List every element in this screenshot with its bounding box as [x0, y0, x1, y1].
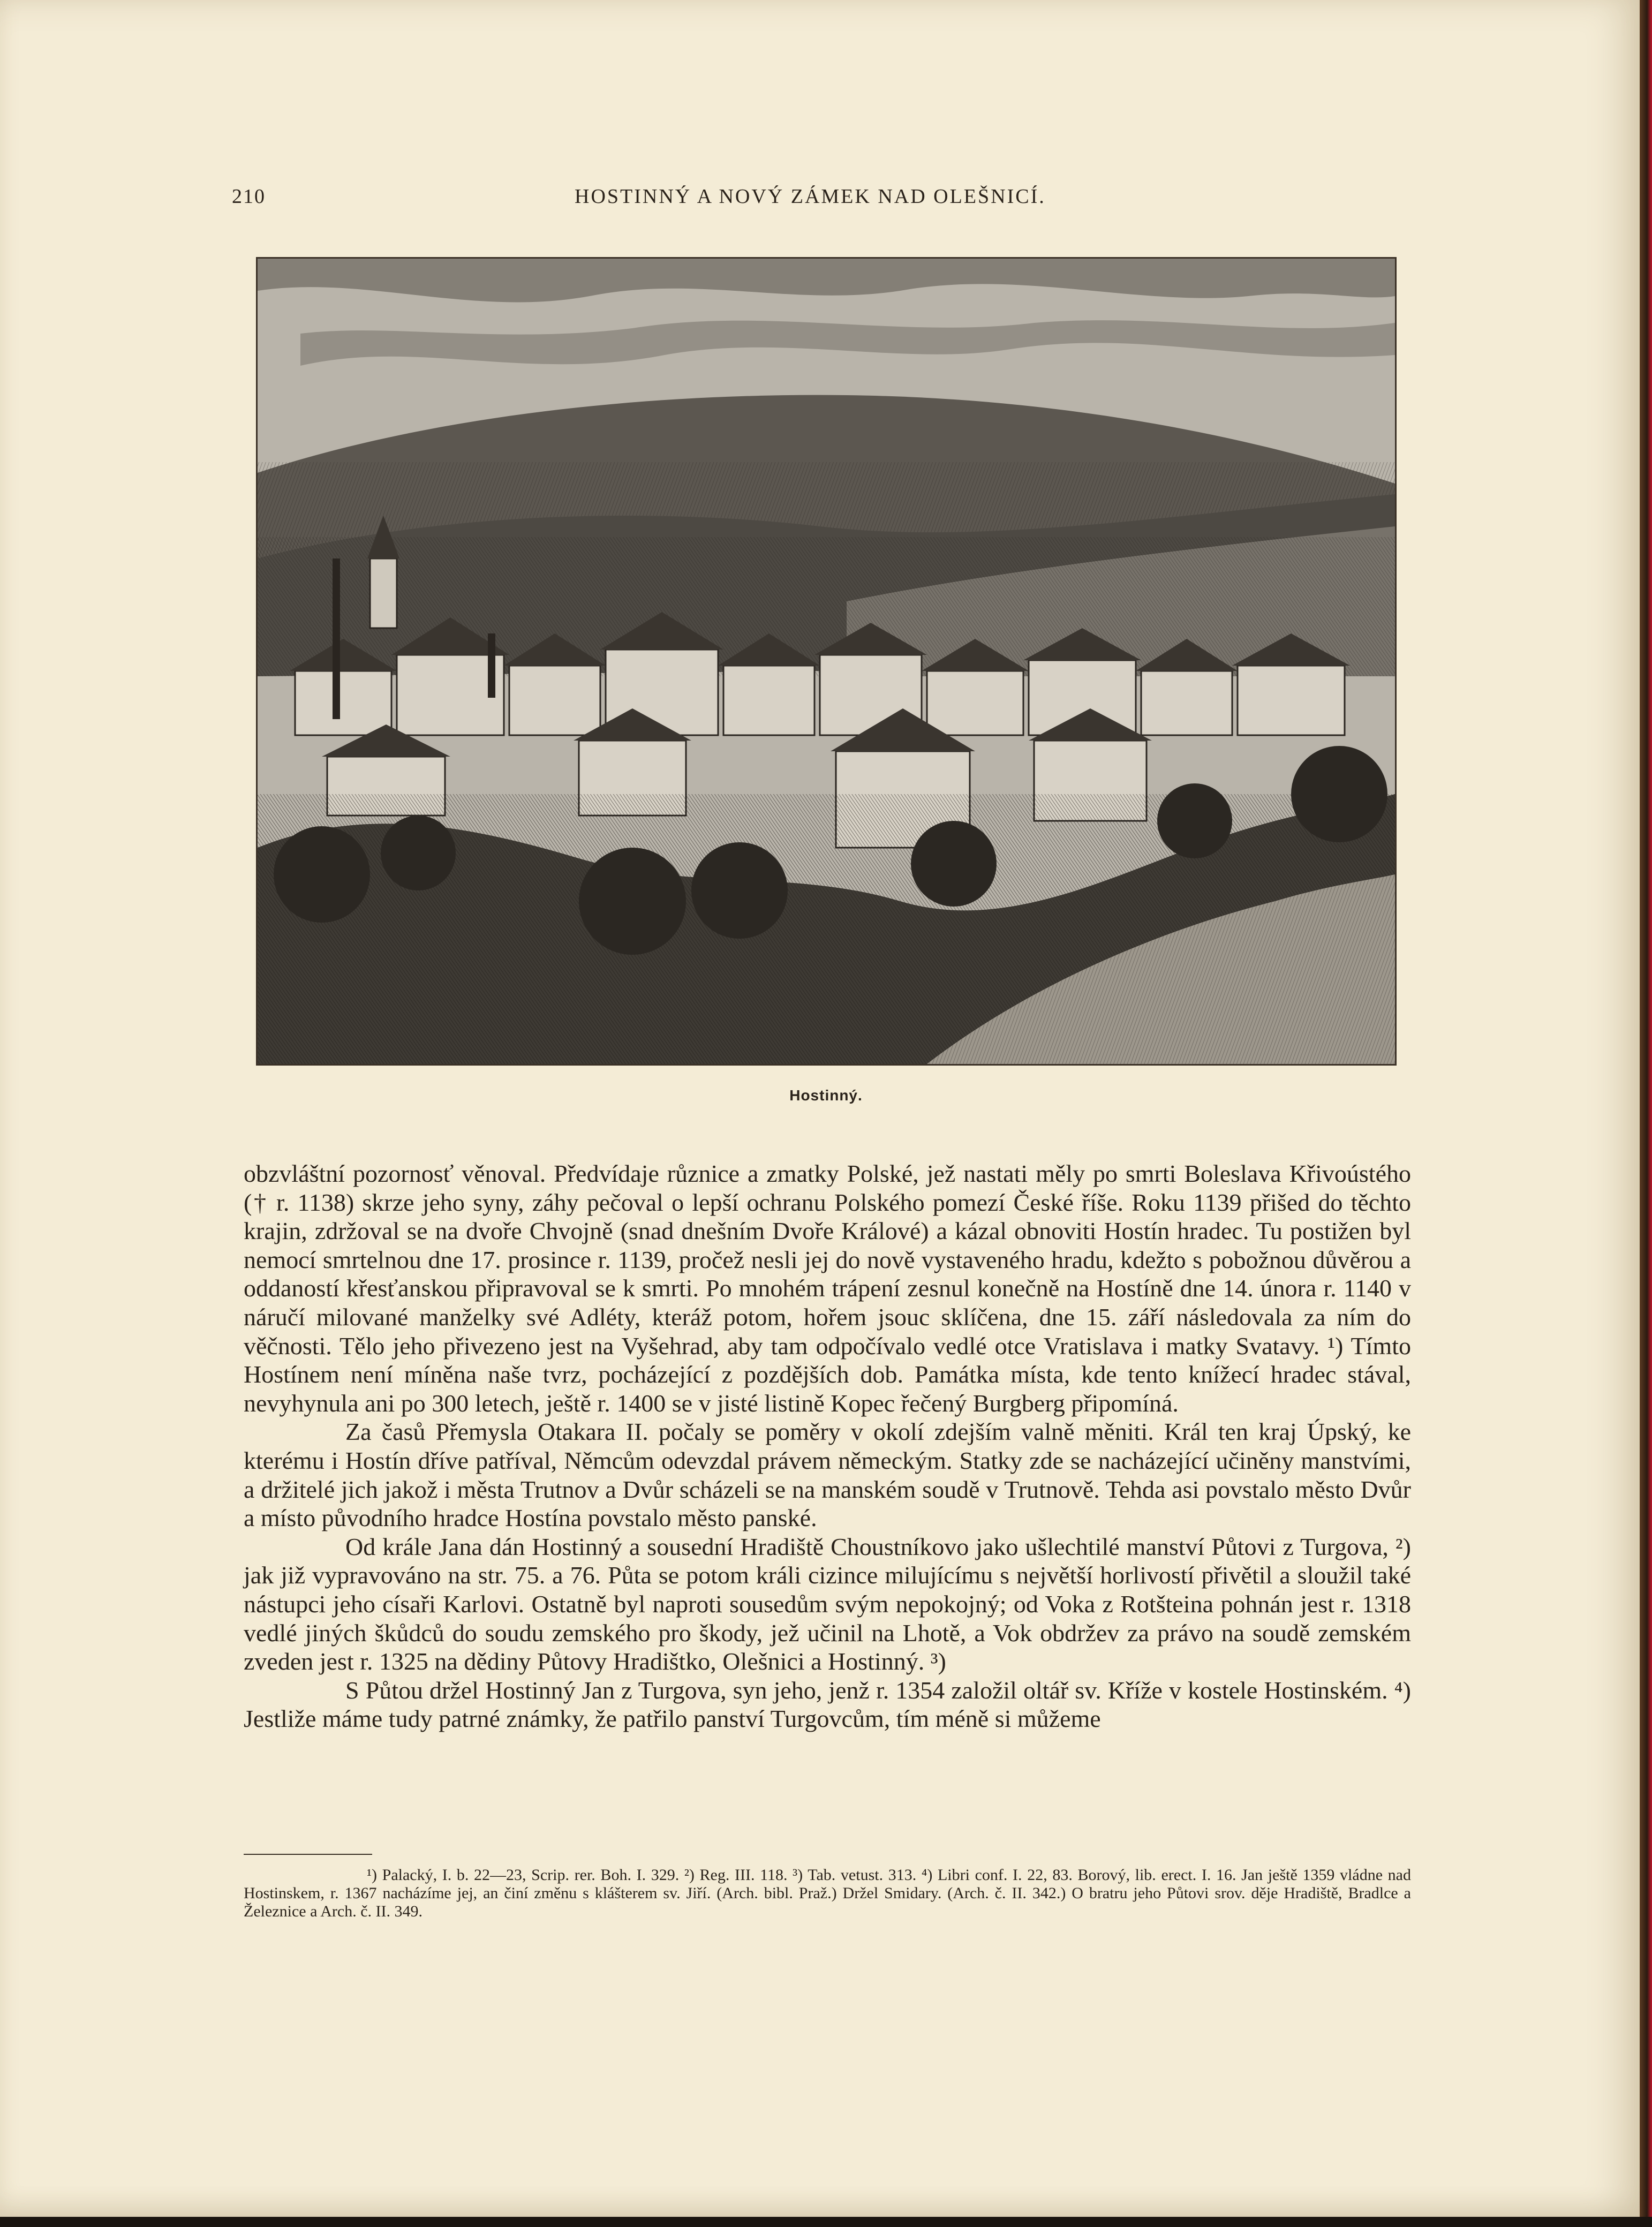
footnotes: ¹) Palacký, I. b. 22—23, Scrip. rer. Boh. I. 329. ²) Reg. III. 118. ³) Tab. vetust. 313. ⁴) Libri conf. I. 22, 83. Borový, lib. erect. I. 16. Jan ještě 1359 vládne nad Hostinskem, r. 1367 nacházíme jej, an činí změnu s klášterem sv. Jiří. (Arch. bibl. Praž.) Držel Smidary. (Arch. č. II. 342.) O bratru jeho Půtovi srov. děje Hradiště, Bradlce a Železnice a Arch. č. II. 349.	[244, 1866, 1411, 1920]
paragraph: Za časů Přemysla Otakara II. počaly se poměry v okolí zdejším valně měniti. Král ten kraj Úpský, ke kterému i Hostín dříve patříval, Němcům odevzdal právem německým. Statky zde se nacházející učiněny manstvími, a držitelé jich jakož i města Trutnov a Dvůr scházeli se na manském soudě v Trutnově. Tehda asi povstalo město Dvůr a místo původního hradce Hostína povstalo město panské.	[244, 1418, 1411, 1532]
paragraph: Od krále Jana dán Hostinný a sousední Hradiště Choustníkovo jako ušlechtilé manství Půtovi z Turgova, ²) jak již vypravováno na str. 75. a 76. Půta se potom králi cizince milujícímu s největší horlivostí přivětil a sloužil také nástupci jeho císaři Karlovi. Ostatně byl naproti sousedům svým nepokojný; od Voka z Rotšteina pohnán jest r. 1318 vedlé jiných škůdců do soudu zemského pro škody, jež učinil na Lhotě, a Vok obdržev za právo na soudě zemském zveden jest r. 1325 na dědiny Půtovy Hradištko, Olešnici a Hostinný. ³)	[244, 1533, 1411, 1675]
footnote-divider	[244, 1854, 372, 1855]
town-engraving	[256, 257, 1397, 1066]
scan-border	[0, 2217, 1652, 2227]
running-header	[232, 185, 1410, 217]
book-edge	[1640, 0, 1652, 2227]
paragraph: S Půtou držel Hostinný Jan z Turgova, syn jeho, jenž r. 1354 založil oltář sv. Kříže v kostele Hostinském. ⁴) Jestliže máme tudy patrné známky, že patřilo panství Turgovcům, tím méně si můžeme	[244, 1676, 1411, 1733]
figure-caption: Hostinný.	[789, 1087, 863, 1104]
paragraph: obzvláštní pozornosť věnoval. Předvídaje různice a zmatky Polské, jež nastati měly po smrti Boleslava Křivoústého († r. 1138) skrze jeho syny, záhy pečoval o lepší ochranu Polského pomezí České říše. Roku 1139 přišed do těchto krajin, zdržoval se na dvoře Chvojně (snad dnešním Dvoře Králové) a kázal obnoviti Hostín hradec. Tu postižen byl nemocí smrtelnou dne 17. prosince r. 1139, pročež nesli jej do nově vystaveného hradu, kdežto s pobožnou důvěrou a oddaností křesťanskou připravoval se k smrti. Po mnohém trápení zesnul konečně na Hostíně dne 14. února r. 1140 v náručí milované manželky své Adléty, kteráž potom, hořem jsouc sklíčena, dne 15. září následovala za ním do věčnosti. Tělo jeho přivezeno jest na Vyšehrad, aby tam odpočívalo vedlé otce Vratislava i matky Svatavy. ¹) Tímto Hostínem není míněna naše tvrz, pocházející z pozdějších dob. Památka místa, kde tento knížecí hradec stával, nevyhynula ani po 300 letech, ještě r. 1400 se v jisté listině Kopec řečený Burgberg připomíná.	[244, 1160, 1411, 1417]
page-title: HOSTINNÝ A NOVÝ ZÁMEK NAD OLEŠNICÍ.	[575, 185, 1046, 208]
page-number: 210	[232, 185, 266, 208]
main-text	[244, 1159, 1411, 1733]
